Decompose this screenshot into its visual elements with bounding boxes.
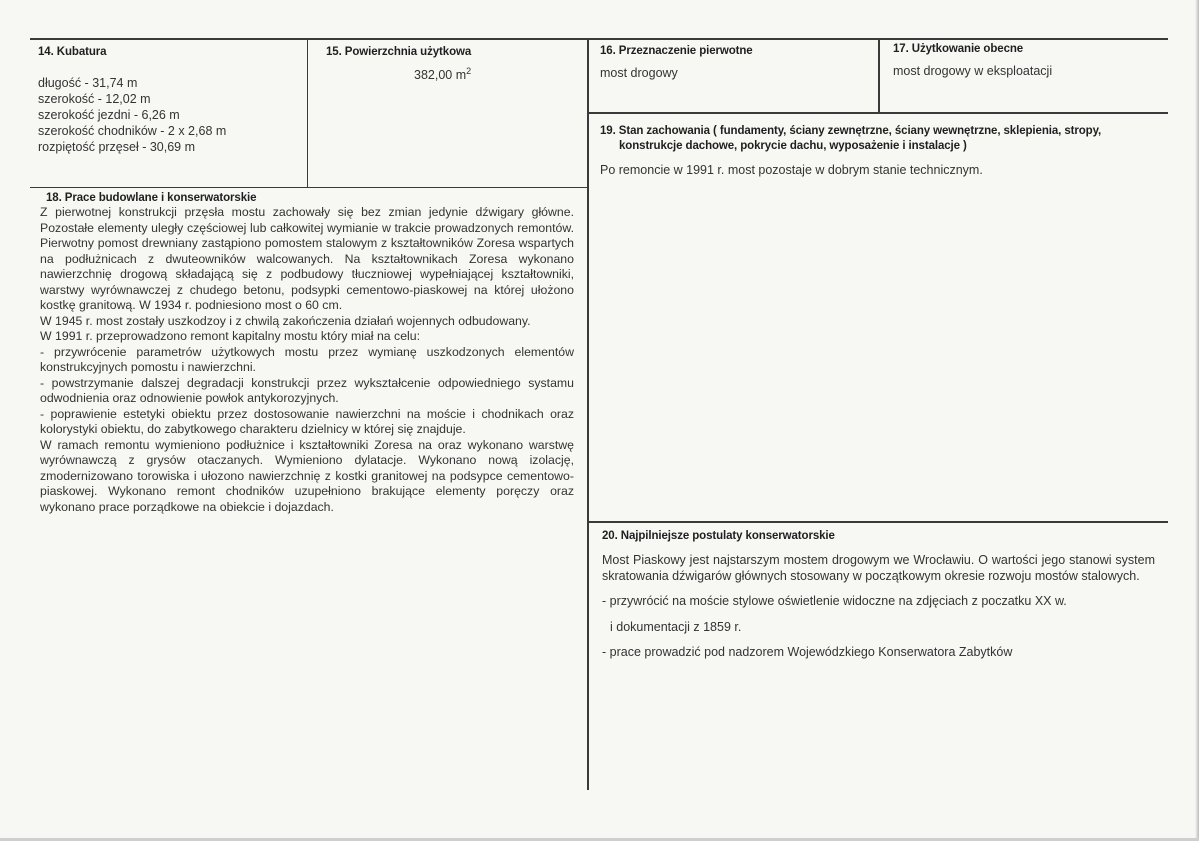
postulates-text: Most Piaskowy jest najstarszym mostem drogowym we Wrocławiu. O wartości jego stanowi system skratowania dźwigarów głównych stosowany w początkowym okresie rozwoju mostów stalowych. — [602, 553, 1155, 583]
dimension-roadway-width: szerokość jezdni - 6,26 m — [38, 108, 180, 122]
works-text — [40, 205, 574, 515]
original-purpose: most drogowy — [600, 66, 678, 80]
section-17 — [893, 43, 1163, 80]
section-14 — [38, 46, 303, 155]
scan-edge-shadow — [1195, 0, 1199, 841]
dimension-sidewalk-width: szerokość chodników - 2 x 2,68 m — [38, 124, 227, 138]
works-paragraph: W 1991 r. przeprowadzono remont kapitalny mostu który miał na celu: — [40, 329, 421, 343]
section-16 — [600, 45, 872, 82]
works-paragraph: W 1945 r. most zostały uszkodzoy i z chwilą zakończenia działań wojennych odbudowany. — [40, 313, 531, 328]
usable-area-value: 382,00 m — [414, 68, 467, 83]
dimension-span: rozpiętość przęseł - 30,69 m — [38, 140, 196, 154]
usable-area-unit-exponent: 2 — [466, 66, 472, 76]
section-19-title-line-2: konstrukcje dachowe, pokrycie dachu, wyposażenie i instalacje ) — [619, 140, 967, 152]
divider-14-15 — [307, 40, 308, 188]
section-15-title: 15. Powierzchnia użytkowa — [326, 46, 472, 58]
works-paragraph: - poprawienie estetyki obiektu przez dostosowanie nawierzchni na moście i chodnikach oraz kolorystyki obiektu, do zabytkowego charakteru dzielnicy w której się znajduje. — [40, 406, 574, 436]
rule-above-20 — [588, 521, 1168, 523]
top-rule — [30, 38, 1168, 40]
section-18 — [40, 192, 574, 515]
section-19-title — [600, 124, 1165, 154]
section-14-title: 14. Kubatura — [38, 46, 107, 58]
postulates-item: i dokumentacji z 1859 r. — [610, 619, 742, 634]
works-paragraph: - przywrócenie parametrów użytkowych mostu przez wymianę uszkodzonych elementów konstrukcyjnych pomostu i nawierzchni. — [40, 344, 574, 374]
dimension-length: długość - 31,74 m — [38, 76, 138, 90]
rule-below-16-17 — [588, 112, 1168, 114]
center-divider — [587, 40, 589, 790]
works-paragraph: Z pierwotnej konstrukcji przęsła mostu zachowały się bez zmian jedynie dźwigary główne. Pozostałe elementy uległy częściowej lub całkowitej wymianie w trakcie prowadzonych remontów. Pierwotny pomost drewniany zastąpiono pomostem stalowym z kształtowników Zoresa wspartych na podłużnicach z dwuteowników walcowanych. Na kształtownikach Zoresa wykonano nawierzchnię drogową składającą się z podbudowy tłuczniowej wypełniającej kształtowniki, warstwy wyrównawczej z chudego betonu, podsypki cementowo-piaskowej na której ułożono kostkę granitową. W 1934 r. podniesiono most o 60 cm. — [40, 205, 574, 312]
section-15 — [326, 46, 581, 84]
divider-16-17 — [878, 40, 880, 113]
rule-below-14-15 — [30, 187, 588, 188]
section-16-title: 16. Przeznaczenie pierwotne — [600, 45, 753, 57]
section-19-title-line-1: 19. Stan zachowania ( fundamenty, ściany zewnętrzne, ściany wewnętrzne, sklepienia, stropy, — [600, 125, 1102, 137]
section-20-title: 20. Najpilniejsze postulaty konserwatorskie — [602, 530, 835, 542]
section-17-title: 17. Użytkowanie obecne — [893, 43, 1024, 55]
section-19 — [600, 124, 1165, 179]
condition-text: Po remoncie w 1991 r. most pozostaje w dobrym stanie technicznym. — [600, 163, 983, 177]
current-use: most drogowy w eksploatacji — [893, 64, 1053, 78]
works-paragraph: - powstrzymanie dalszej degradacji konstrukcji przez wykształcenie odpowiedniego systamu odwodnienia oraz odnowienie powłok antykorozyjnych. — [40, 375, 574, 405]
section-20 — [602, 530, 1155, 661]
postulates-item: - przywrócić na moście stylowe oświetlenie widoczne na zdjęciach z poczatku XX w. — [602, 594, 1067, 608]
works-paragraph: W ramach remontu wymieniono podłużnice i kształtowniki Zoresa na oraz wykonano warstwę wyrównawczą z grysów otaczanych. Wymieniono dylatacje. Wykonano nową izolację, zmodernizowano torowiska i ułozono nawierzchnię z kostki granitowej na podsypce cementowo-piaskowej. Wykonano remont chodników uzupełniono brakujące elementy poręczy oraz wykonano prace porządkowe na obiekcie i dojazdach. — [40, 437, 574, 514]
usable-area — [326, 64, 581, 84]
dimensions-list — [38, 75, 303, 155]
postulates-item: - prace prowadzić pod nadzorem Wojewódzkiego Konserwatora Zabytków — [602, 645, 1013, 660]
section-18-title: 18. Prace budowlane i konserwatorskie — [46, 192, 257, 204]
dimension-width: szerokość - 12,02 m — [38, 92, 151, 106]
